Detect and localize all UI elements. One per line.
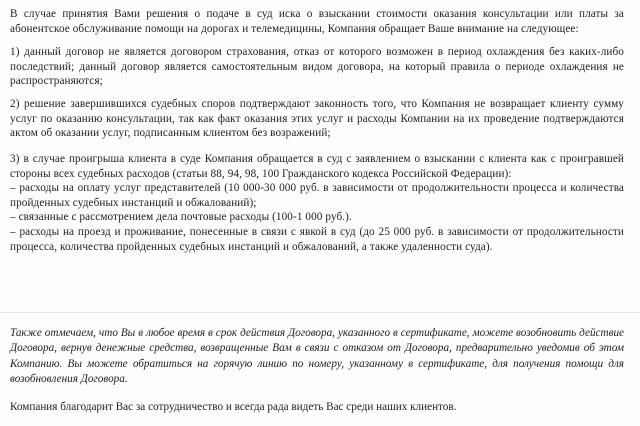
intro-paragraph	[10, 7, 624, 36]
expense-representatives: – расходы на оплату услуг представителей (10 000-30 000 руб. в зависимости от продолжительности процесса и количества пройденных судебных инстанций и обжалований);	[10, 182, 624, 209]
list-item-2-text: 2) решение завершившихся судебных споров подтверждают законность того, что Компания не возвращает клиенту сумму услуг по оказанию консультации, так как факт оказания этих услуг и расходы Компании на их проведение подтверждаются актом об оказании услуг, подписанным клиентом без возражений;	[10, 98, 624, 140]
expense-postal: – связанные с рассмотрением дела почтовые расходы (100-1 000 руб.).	[10, 211, 352, 224]
renewal-note	[10, 326, 624, 388]
list-item-2	[10, 97, 624, 141]
intro-text: В случае принятия Вами решения о подаче в суд иска о взыскании стоимости оказания консультации или платы за абонентское обслуживание помощи на дорогах и телемедицины, Компания обращает Ваше внимание на следующее:	[10, 8, 624, 35]
section-divider	[0, 312, 640, 313]
list-item-1-text: 1) данный договор не является договором страхования, отказ от которого возможен в период охлаждения без каких-либо последствий; данный договор является самостоятельным видом договора, на который правила о периоде охлаждения не распространяются;	[10, 46, 624, 88]
list-item-1	[10, 45, 624, 89]
expense-travel: – расходы на проезд и проживание, понесенные в связи с явкой в суд (до 25 000 руб. в зависимости от продолжительности процесса, количества пройденных судебных инстанций и обжалований, а также удаленности суда).	[10, 225, 624, 253]
closing-thanks	[10, 400, 624, 414]
list-item-3-lead: 3) в случае проигрыша клиента в суде Компания обращается в суд с заявлением о взыскании с клиента как с проигравшей стороны всех судебных расходов (статьи 88, 94, 98, 100 Гражданского кодекса Российской Федерации):	[10, 153, 624, 180]
closing-thanks-text: Компания благодарит Вас за сотрудничество и всегда рада видеть Вас среди наших клиентов.	[10, 401, 457, 413]
renewal-note-text: Также отмечаем, что Вы в любое время в срок действия Договора, указанного в сертификате, можете возобновить действие Договора, вернув денежные средства, возвращенные Вам в связи с отказом от Договора, предварительно уведомив об этом Компанию. Вы можете обратиться на горячую линию по номеру, указанному в сертификате, для получения помощи для возобновления Договора.	[10, 327, 624, 386]
list-item-3	[10, 152, 624, 254]
